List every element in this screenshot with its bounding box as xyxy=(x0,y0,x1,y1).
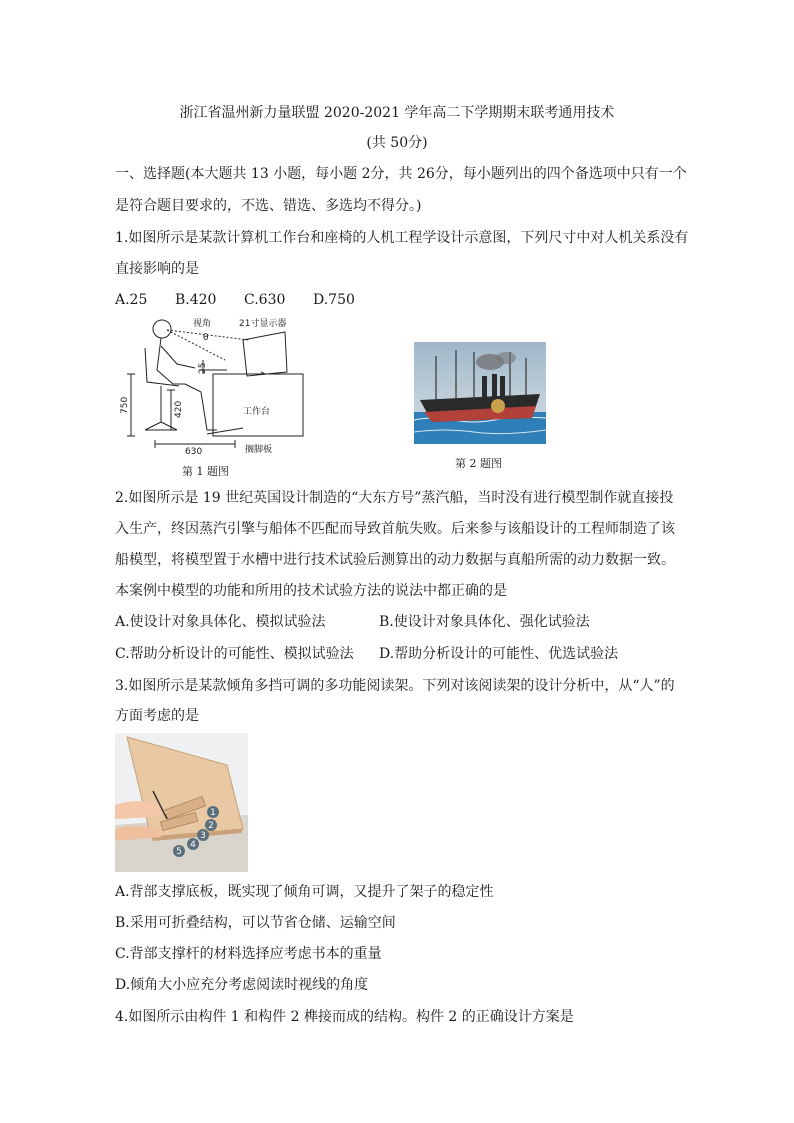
q2-stem-line-4: 本案例中模型的功能和所用的技术试验方法的说法中都正确的是 xyxy=(115,583,507,599)
q2-stem-line-2: 入生产，终因蒸汽引擎与船体不匹配而导致首航失败。后来参与该船设计的工程师制造了该 xyxy=(115,521,675,537)
label-monitor: 21寸显示器 xyxy=(239,319,287,329)
label-desk: 工作台 xyxy=(243,407,271,417)
q2-stem-line-1: 2.如图所示是 19 世纪英国设计制造的“大东方号”蒸汽船，当时没有进行模型制作就直接投 xyxy=(115,490,674,506)
q1-stem-line-1: 1.如图所示是某款计算机工作台和座椅的人机工程学设计示意图，下列尺寸中对人机关系没有 xyxy=(115,230,689,246)
label-theta: θ xyxy=(203,333,209,343)
q1-figure-caption: 第 1 题图 xyxy=(182,465,229,478)
q2-figure-caption: 第 2 题图 xyxy=(455,457,502,470)
q3-reading-stand-figure xyxy=(115,733,248,872)
q1-ergonomics-figure xyxy=(115,312,315,460)
label-footrest: 搁脚板 xyxy=(245,445,273,455)
person-leg xyxy=(185,384,217,430)
q3-option-d: D.倾角大小应充分考虑阅读时视线的角度 xyxy=(115,977,369,993)
person-torso xyxy=(157,338,185,384)
marker-3: 3 xyxy=(200,831,206,841)
label-dim-25: 25 xyxy=(198,362,208,374)
q1-option-d: D.750 xyxy=(313,292,355,308)
paddle-wheel xyxy=(491,399,505,413)
q1-stem-line-2: 直接影响的是 xyxy=(115,261,199,277)
person-head xyxy=(153,320,171,338)
section-intro-line-2: 是符合题目要求的，不选、错选、多选均不得分。) xyxy=(115,198,422,214)
q2-option-d: D.帮助分析设计的可能性、优选试验法 xyxy=(379,646,619,662)
label-dim-630: 630 xyxy=(185,447,203,457)
q2-option-a: A.使设计对象具体化、模拟试验法 xyxy=(115,614,326,630)
q1-option-b: B.420 xyxy=(175,292,217,308)
section-intro-line-1: 一、选择题(本大题共 13 小题，每小题 2分，共 26分，每小题列出的四个备选项中只有一个 xyxy=(115,166,687,182)
q2-option-c: C.帮助分析设计的可能性、模拟试验法 xyxy=(115,646,354,662)
work-desk xyxy=(213,374,303,436)
q2-steamship-figure xyxy=(414,342,546,444)
q3-stem-line-1: 3.如图所示是某款倾角多挡可调的多功能阅读架。下列对该阅读架的设计分析中，从“人”的 xyxy=(115,678,675,694)
label-dim-420: 420 xyxy=(174,400,184,418)
q1-option-a: A.25 xyxy=(115,292,148,308)
q2-option-b: B.使设计对象具体化、强化试验法 xyxy=(379,614,590,630)
marker-4: 4 xyxy=(190,840,196,850)
q3-stem-line-2: 方面考虑的是 xyxy=(115,708,199,724)
page-title: 浙江省温州新力量联盟 2020-2021 学年高二下学期期末联考通用技术 xyxy=(179,105,615,121)
score-note: (共 50分) xyxy=(366,135,428,151)
q3-option-b: B.采用可折叠结构，可以节省仓储、运输空间 xyxy=(115,915,396,931)
q2-stem-line-3: 船模型，将模型置于水槽中进行技术试验后测算出的动力数据与真船所需的动力数据一致。 xyxy=(115,552,675,568)
q3-option-c: C.背部支撑杆的材料选择应考虑书本的重量 xyxy=(115,946,382,962)
footrest xyxy=(207,428,243,434)
chair-back-seat xyxy=(145,348,179,386)
marker-5: 5 xyxy=(176,847,182,857)
q3-option-a: A.背部支撑底板，既实现了倾角可调，又提升了架子的稳定性 xyxy=(115,884,494,900)
marker-2: 2 xyxy=(208,821,214,831)
q1-option-c: C.630 xyxy=(244,292,286,308)
chair-base xyxy=(145,386,177,430)
label-view-angle: 视角 xyxy=(193,319,212,329)
person-arm xyxy=(161,346,195,368)
marker-1: 1 xyxy=(210,808,216,818)
monitor xyxy=(243,332,287,376)
q4-stem-line-1: 4.如图所示由构件 1 和构件 2 榫接而成的结构。构件 2 的正确设计方案是 xyxy=(115,1009,574,1025)
label-dim-750: 750 xyxy=(120,396,130,414)
